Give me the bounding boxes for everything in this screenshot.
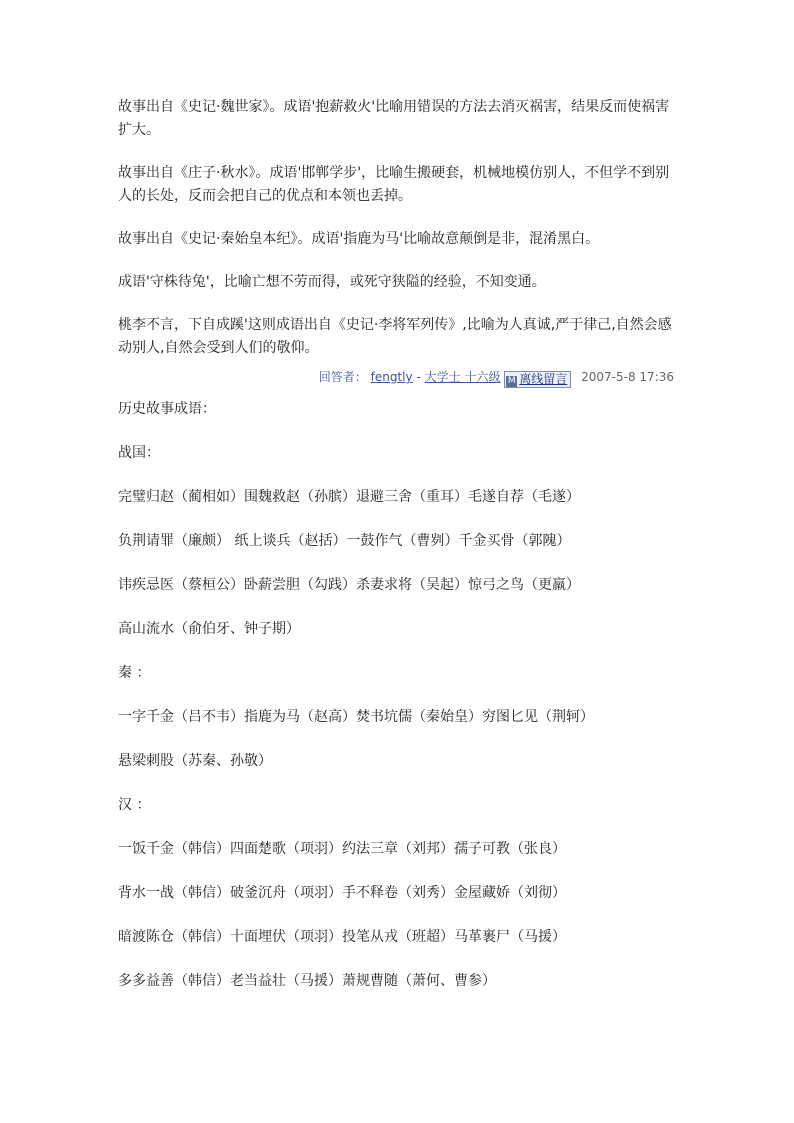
answer-timestamp: 2007-5-8 17:36 <box>581 370 674 384</box>
idiom-line: 负荆请罪（廉颇） 纸上谈兵（赵括）一鼓作气（曹刿）千金买骨（郭隗） <box>118 533 571 549</box>
meta-separator: - <box>416 370 421 384</box>
era-heading-warring-states: 战国： <box>118 445 160 461</box>
offline-message-label: 离线留言 <box>519 372 568 386</box>
offline-message-button[interactable] <box>504 371 571 388</box>
history-heading: 历史故事成语： <box>118 401 216 417</box>
idiom-line: 一字千金（吕不韦）指鹿为马（赵高）焚书坑儒（秦始皇）穷图匕见（荆轲） <box>118 709 594 725</box>
answerer-label: 回答者： <box>318 370 367 384</box>
idiom-line: 高山流水（俞伯牙、钟子期） <box>118 621 300 637</box>
idiom-line: 讳疾忌医（蔡桓公）卧薪尝胆（勾践）杀妻求将（吴起）惊弓之鸟（更羸） <box>118 577 580 593</box>
idiom-line: 背水一战（韩信）破釜沉舟（项羽）手不释卷（刘秀）金屋藏娇（刘彻） <box>118 885 566 901</box>
history-idioms <box>118 398 678 993</box>
answerer-rank-link[interactable]: 大学士 十六级 <box>424 370 501 384</box>
answer-paragraph: 桃李不言，下自成蹊'这则成语出自《史记·李将军列传》,比喻为人真诚,严于律己,自然会感动别人,自然会受到人们的敬仰。 <box>118 317 672 356</box>
idiom-line: 完璧归赵（蔺相如）围魏救赵（孙膑）退避三舍（重耳）毛遂自荐（毛遂） <box>118 489 580 505</box>
answer-paragraph: 故事出自《庄子·秋水》。成语'邯郸学步'，比喻生搬硬套，机械地模仿别人，不但学不到别人的长处，反而会把自己的优点和本领也丢掉。 <box>118 165 670 204</box>
answer-content <box>118 96 678 360</box>
era-heading-han: 汉 ： <box>118 797 151 813</box>
document-page <box>118 96 678 1014</box>
idiom-line: 悬梁刺股（苏秦、孙敬） <box>118 753 272 769</box>
answerer-user-link[interactable]: fengtly <box>370 370 413 384</box>
answer-paragraph: 故事出自《史记·秦始皇本纪》。成语'指鹿为马'比喻故意颠倒是非，混淆黑白。 <box>118 231 600 247</box>
answer-meta <box>118 368 674 388</box>
era-heading-qin: 秦 ： <box>118 665 151 681</box>
answer-paragraph: 故事出自《史记·魏世家》。成语'抱薪救火'比喻用错误的方法去消灭祸害，结果反而使祸害扩大。 <box>118 99 670 138</box>
idiom-line: 多多益善（韩信）老当益壮（马援）萧规曹随（萧何、曹参） <box>118 973 496 989</box>
idiom-line: 一饭千金（韩信）四面楚歌（项羽）约法三章（刘邦）孺子可教（张良） <box>118 841 566 857</box>
answer-paragraph: 成语'守株待兔'，比喻亡想不劳而得，或死守狭隘的经验，不知变通。 <box>118 274 546 290</box>
message-icon: M <box>507 376 516 386</box>
idiom-line: 暗渡陈仓（韩信）十面埋伏（项羽）投笔从戎（班超）马革裹尸（马援） <box>118 929 566 945</box>
